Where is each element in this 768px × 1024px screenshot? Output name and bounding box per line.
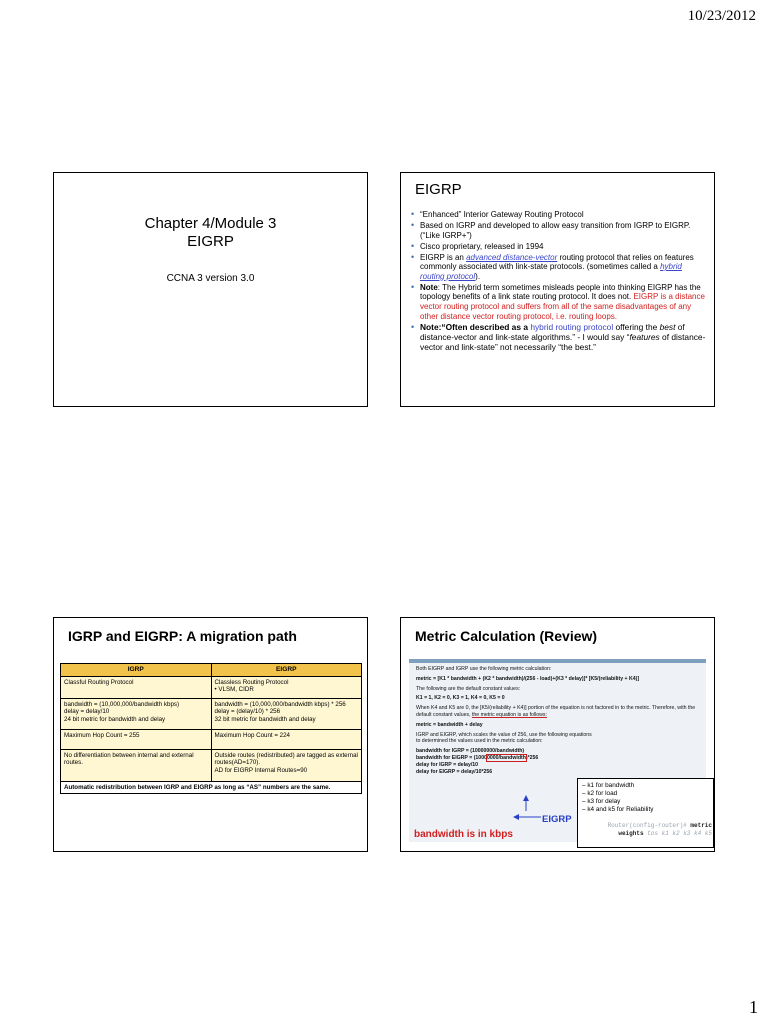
bullet-list — [411, 210, 706, 354]
default-constants: K1 = 1, K2 = 0, K3 = 1, K4 = 0, K5 = 0 — [416, 695, 505, 702]
k-values-box — [577, 778, 714, 848]
paragraph: IGRP and EIGRP, which scales the value of 256, use the following equations to determined the values used in the metric calculation: — [416, 731, 592, 745]
table-cell: Classless Routing Protocol • VLSM, CIDR — [211, 676, 362, 698]
list-item: • Note: The Hybrid term sometimes misleads people into thinking EIGRP has the topology benefits of a link state routing protocol. It does not. EIGRP is a distance vector routing protocol and suffers from all of the same disadvantages of any other distance vector routing protocol, i.e. routing loops. — [411, 283, 706, 321]
eigrp-callout: EIGRP — [542, 814, 572, 825]
list-item: • “Enhanced” Interior Gateway Routing Protocol — [411, 210, 706, 220]
list-item: • Based on IGRP and developed to allow easy transition from IGRP to EIGRP. (“Like IGRP+”) — [411, 221, 706, 240]
kbps-note: bandwidth is in kbps — [414, 829, 513, 840]
router-command: Router(config-router)# metric weights tos k1 k2 k3 k4 k5 — [607, 822, 712, 837]
paragraph: The following are the default constant values: — [416, 685, 521, 692]
slide-heading: Metric Calculation (Review) — [415, 628, 598, 644]
list-item: – k4 and k5 for Reliability — [582, 806, 713, 814]
list-item: • Cisco proprietary, released in 1994 — [411, 242, 706, 252]
slide-title — [53, 172, 368, 407]
slide-heading: IGRP and EIGRP: A migration path — [68, 628, 297, 644]
list-item: • EIGRP is an advanced distance-vector routing protocol that relies on features commonly associated with link-state protocols. (sometimes called a hybrid routing protocol). — [411, 253, 706, 282]
equation: bandwidth for IGRP = (10000000/bandwidth) — [416, 748, 525, 755]
table-cell: Maximum Hop Count = 255 — [61, 729, 212, 749]
slide-heading: EIGRP — [415, 181, 462, 198]
table-cell: bandwidth = (10,000,000/bandwidth kbps) delay = delay/10 24 bit metric for bandwidth and delay — [61, 698, 212, 729]
list-item: – k3 for delay — [582, 798, 713, 806]
chapter-title: Chapter 4/Module 3 — [144, 215, 277, 232]
warning-text: EIGRP is a distance vector routing protocol and suffers from all of the same disadvantages of any other distance vector routing protocol, i.e. routing loops. — [420, 292, 705, 321]
equation: delay for IGRP = delay/10 — [416, 761, 479, 768]
equation: delay for EIGRP = delay/10*256 — [416, 768, 493, 775]
table-header: IGRP — [61, 664, 212, 677]
list-item: • Note:“Often described as a hybrid routing protocol offering the best of distance-vector and link-state algorithms.” - I would say “features of distance-vector and link-state” not necessarily “the best.” — [411, 322, 706, 352]
table-cell: bandwidth = (10,000,000/bandwidth kbps) * 256 delay = (delay/10) * 256 32 bit metric for bandwidth and delay — [211, 698, 362, 729]
paragraph: Both EIGRP and IGRP use the following metric calculation: — [416, 666, 552, 672]
header-date: 10/23/2012 — [687, 8, 756, 24]
course-name: CCNA 3 version 3.0 — [166, 273, 255, 284]
slide-eigrp-intro — [400, 172, 715, 407]
table-row — [61, 729, 362, 749]
table-cell: Outside routes (redistributed) are tagged as external routes(AD=170). AD for EIGRP Internal Routes=90 — [211, 749, 362, 781]
table-cell: No differentiation between internal and external routes. — [61, 749, 212, 781]
list-item: – k1 for bandwidth — [582, 782, 713, 790]
paragraph: When K4 and K5 are 0, the [K5/(reliability + K4)] portion of the equation is not factored in to the metric. Therefore, with the default constant values, the metric equation is as follows: — [416, 705, 696, 718]
table-cell: Maximum Hop Count = 224 — [211, 729, 362, 749]
slide-title-heading — [54, 215, 367, 251]
table-footnote: Automatic redistribution between IGRP and EIGRP as long as “AS” numbers are the same. — [61, 781, 362, 794]
table-row — [61, 749, 362, 781]
metric-formula: metric = [K1 * bandwidth + (K2 * bandwidth)/(256 - load)+(K3 * delay)]* [K5/(reliability + K4)] — [416, 675, 640, 682]
table-header-row — [61, 664, 362, 677]
table-cell: Classful Routing Protocol — [61, 676, 212, 698]
comparison-table — [60, 663, 362, 794]
table-header: EIGRP — [211, 664, 362, 677]
table-row — [61, 698, 362, 729]
chapter-subject: EIGRP — [187, 233, 234, 250]
table-row — [61, 676, 362, 698]
highlight-text: hybrid routing protocol — [420, 262, 682, 281]
page-number: 1 — [749, 997, 758, 1017]
slide-metric-calculation — [400, 617, 715, 852]
slide-migration-path — [53, 617, 368, 852]
simplified-formula: metric = bandwidth + delay — [416, 721, 483, 728]
equation: bandwidth for EIGRP = (10000000/bandwidth)*256 — [416, 754, 539, 761]
highlight-text: advanced distance-vector — [466, 252, 558, 262]
table-row — [61, 781, 362, 794]
list-item: – k2 for load — [582, 790, 713, 798]
